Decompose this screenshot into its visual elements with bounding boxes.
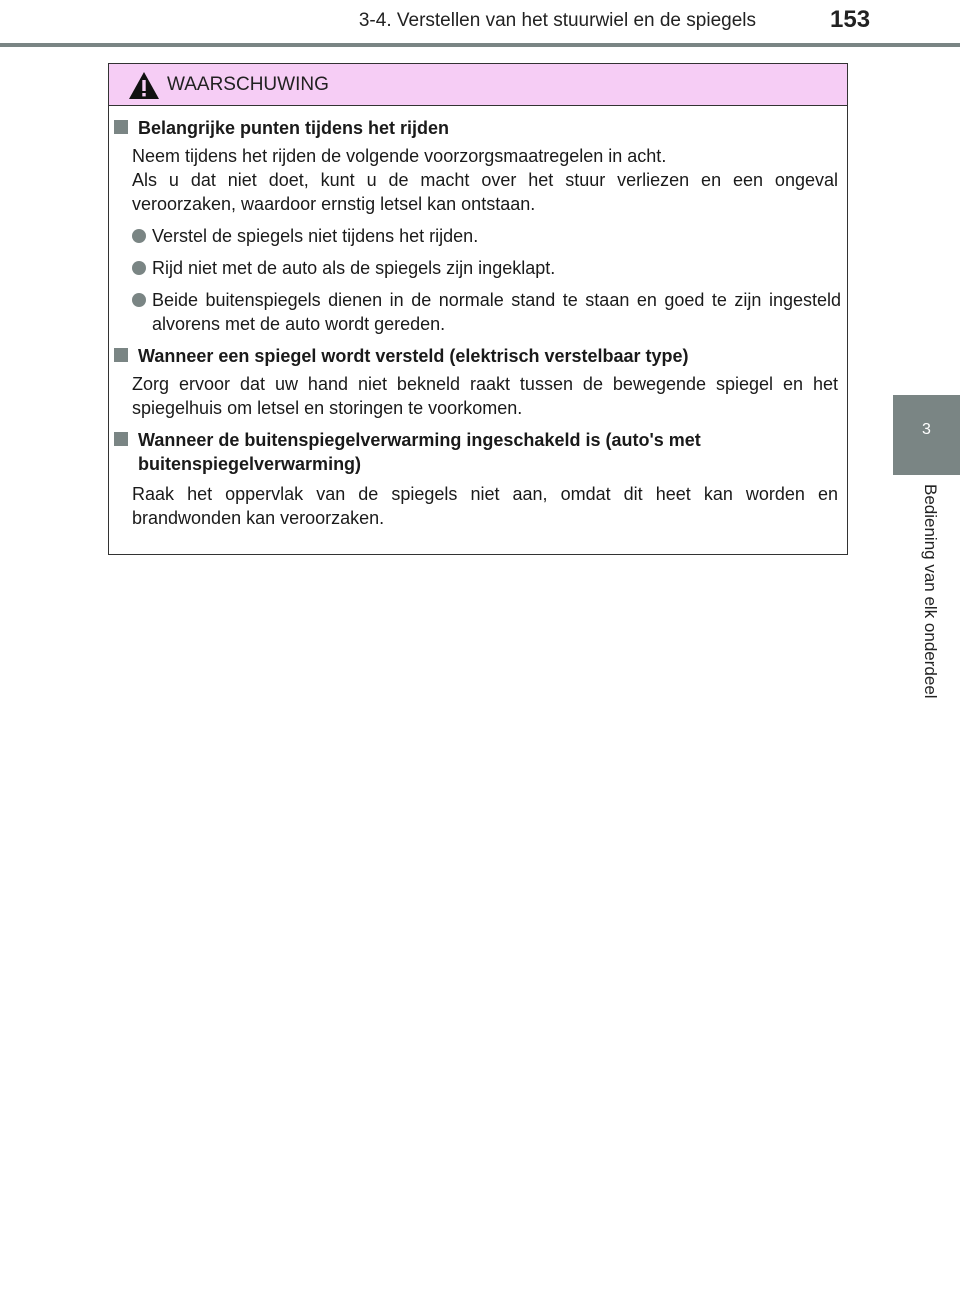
warning-triangle-icon <box>128 71 160 100</box>
warning-body <box>109 116 847 530</box>
chapter-tab <box>893 395 960 475</box>
round-bullet-icon <box>132 229 146 243</box>
section-heading-text: Wanneer een spiegel wordt versteld (elektrisch verstelbaar type) <box>138 346 689 366</box>
page-number: 153 <box>830 6 871 33</box>
chapter-title: Bediening van elk onderdeel <box>921 484 940 699</box>
paragraph: Als u dat niet doet, kunt u de macht over het stuur verliezen en een ongeval veroorzaken, waardoor ernstig letsel kan ontstaan. <box>132 170 838 214</box>
bullet-item: Rijd niet met de auto als de spiegels zijn ingeklapt. <box>132 256 841 280</box>
header-rule <box>0 43 960 47</box>
chapter-number: 3 <box>922 421 931 438</box>
warning-header <box>109 64 847 106</box>
warning-section-mirror-adjust <box>109 344 847 420</box>
paragraph: Neem tijdens het rijden de volgende voorzorgsmaatregelen in acht. <box>132 146 667 166</box>
square-bullet-icon <box>114 120 128 134</box>
warning-box <box>108 63 848 555</box>
section-heading-text: Wanneer de buitenspiegelverwarming ingeschakeld is (auto's met buitenspiegelverwarming) <box>138 430 701 474</box>
section-heading <box>114 344 828 368</box>
square-bullet-icon <box>114 348 128 362</box>
warning-label: WAARSCHUWING <box>167 74 329 95</box>
section-heading <box>114 428 828 476</box>
section-heading-text: Belangrijke punten tijdens het rijden <box>138 118 450 138</box>
warning-section-driving <box>109 116 847 336</box>
section-heading <box>114 116 828 140</box>
paragraph: Raak het oppervlak van de spiegels niet aan, omdat dit heet kan worden en brandwonden kan veroorzaken. <box>132 484 838 528</box>
round-bullet-icon <box>132 293 146 307</box>
round-bullet-icon <box>132 261 146 275</box>
bullet-item: Verstel de spiegels niet tijdens het rijden. <box>132 224 841 248</box>
paragraph: Zorg ervoor dat uw hand niet bekneld raakt tussen de bewegende spiegel en het spiegelhuis om letsel en storingen te voorkomen. <box>132 374 838 418</box>
running-header-title: 3-4. Verstellen van het stuurwiel en de spiegels <box>358 10 756 31</box>
bullet-item: Beide buitenspiegels dienen in de normale stand te staan en goed te zijn ingesteld alvorens met de auto wordt gereden. <box>132 288 841 336</box>
warning-section-mirror-heater <box>109 428 847 530</box>
square-bullet-icon <box>114 432 128 446</box>
